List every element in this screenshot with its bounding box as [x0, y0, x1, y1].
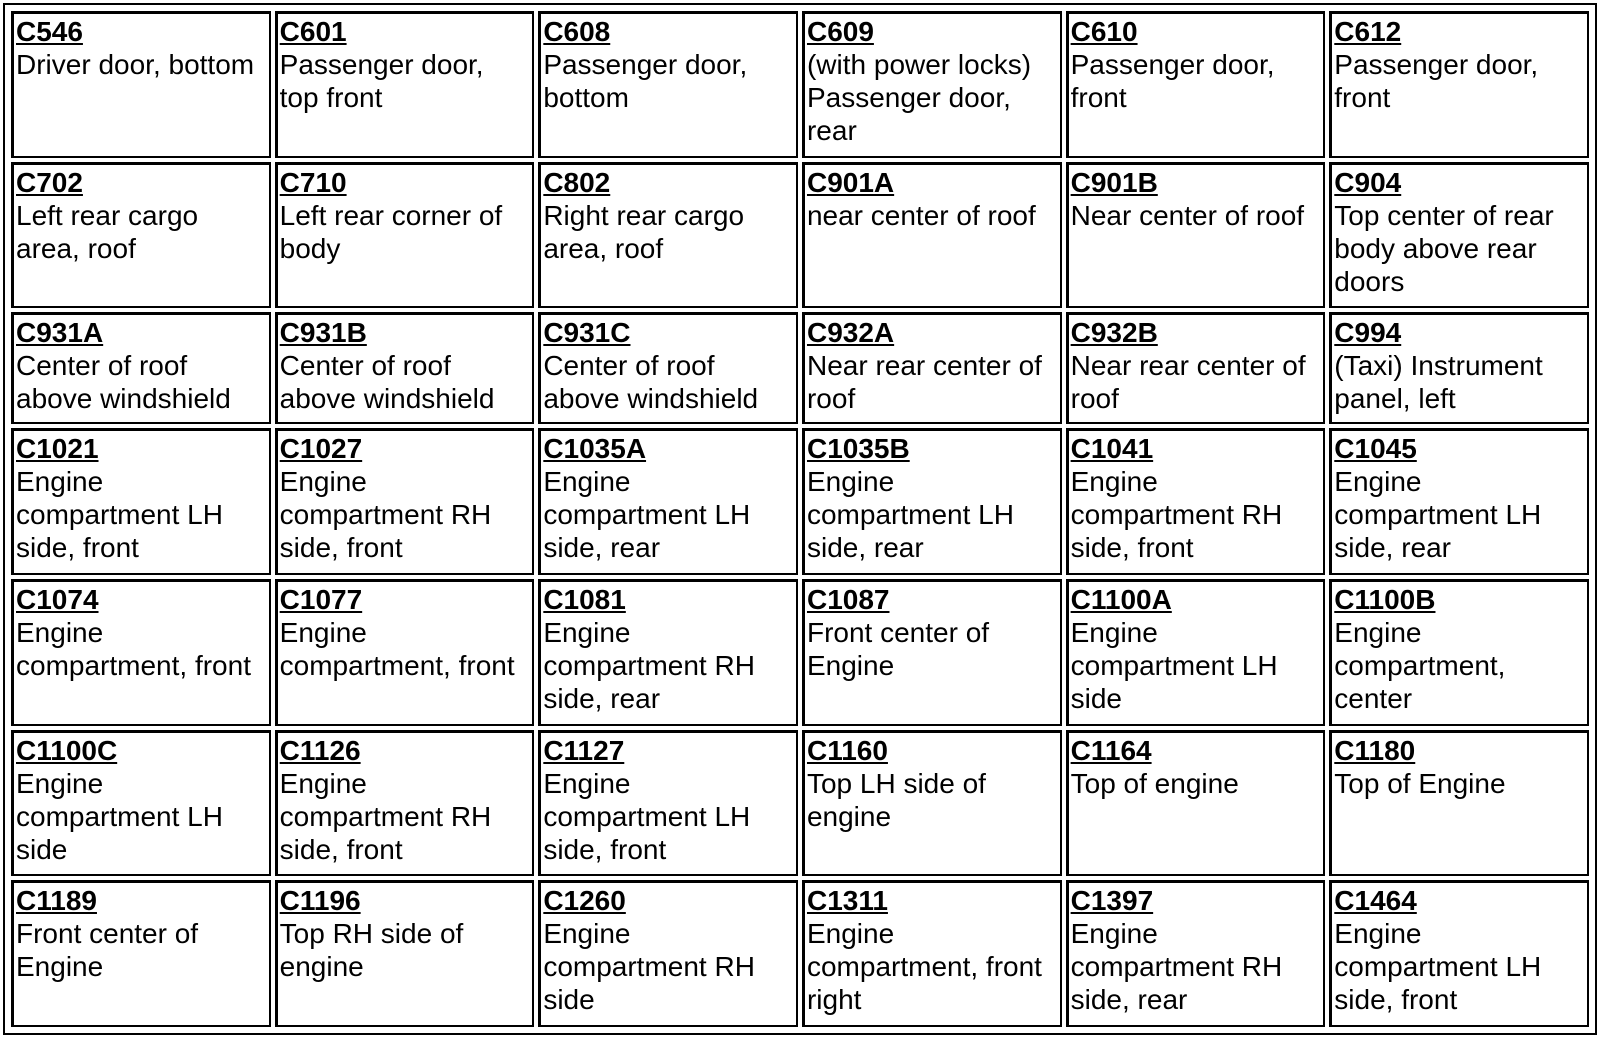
connector-location-text: Engine compartment LH side, front [16, 466, 223, 564]
table-row [11, 579, 1589, 726]
connector-code-link[interactable]: C601 [279, 16, 347, 47]
connector-cell [1066, 428, 1326, 575]
connector-location-text: Front center of Engine [16, 918, 199, 983]
connector-location-text: Engine compartment, front right [806, 918, 1042, 1016]
connector-code-link[interactable]: C994 [1334, 317, 1402, 349]
connector-cell [1329, 730, 1589, 877]
connector-location-text: Right rear cargo area, roof [543, 199, 745, 264]
connector-code-link[interactable]: C932A [806, 317, 895, 349]
connector-location-text: Center of roof above windshield [543, 350, 759, 415]
connector-cell [11, 162, 271, 309]
connector-cell [1329, 428, 1589, 575]
connector-location-text: Passenger door, front [1334, 49, 1539, 113]
connector-code-link[interactable]: C710 [279, 166, 347, 198]
connector-cell [1066, 579, 1326, 726]
connector-table-body [11, 11, 1589, 1027]
connector-cell [538, 312, 798, 424]
connector-cell [802, 162, 1062, 309]
connector-location-text: near center of roof [806, 199, 1036, 231]
connector-location-text: Engine compartment RH side, rear [543, 616, 755, 714]
connector-cell [11, 579, 271, 726]
connector-code-link[interactable]: C1081 [543, 583, 626, 615]
connector-cell [538, 880, 798, 1027]
connector-cell [1066, 730, 1326, 877]
connector-code-link[interactable]: C1464 [1334, 885, 1417, 917]
connector-code-link[interactable]: C610 [1070, 16, 1138, 47]
connector-location-text: Engine compartment RH side [543, 918, 755, 1016]
connector-cell [1066, 880, 1326, 1027]
connector-location-text: Engine compartment LH side, front [543, 767, 751, 865]
connector-location-text: Engine compartment LH side [1070, 616, 1278, 714]
connector-code-link[interactable]: C931B [279, 317, 367, 349]
connector-cell [802, 312, 1062, 424]
connector-location-text: Engine compartment, center [1334, 616, 1506, 714]
connector-cell [538, 11, 798, 158]
connector-location-text: Engine compartment RH side, rear [1070, 918, 1283, 1016]
connector-cell [538, 428, 798, 575]
connector-code-link[interactable]: C1196 [279, 885, 361, 917]
connector-cell [275, 428, 535, 575]
table-row [11, 730, 1589, 877]
table-row [11, 11, 1589, 158]
connector-code-link[interactable]: C1311 [806, 885, 888, 917]
connector-code-link[interactable]: C1087 [806, 583, 890, 615]
connector-location-text: Left rear cargo area, roof [16, 199, 199, 264]
connector-location-text: Top RH side of engine [279, 918, 464, 983]
connector-cell [11, 880, 271, 1027]
connector-code-link[interactable]: C1035B [806, 433, 910, 465]
connector-cell [11, 730, 271, 877]
connector-code-link[interactable]: C1180 [1334, 734, 1416, 766]
connector-cell [11, 312, 271, 424]
connector-cell [275, 579, 535, 726]
connector-cell [802, 730, 1062, 877]
connector-code-link[interactable]: C1127 [543, 734, 625, 766]
connector-cell [1329, 579, 1589, 726]
connector-location-text: Top center of rear body above rear doors [1334, 199, 1554, 297]
connector-location-text: Near rear center of roof [806, 350, 1042, 415]
table-row [11, 880, 1589, 1027]
connector-location-text: Engine compartment RH side, front [279, 767, 492, 865]
connector-location-text: Passenger door, bottom [543, 49, 748, 113]
connector-cell [802, 579, 1062, 726]
connector-code-link[interactable]: C901A [806, 166, 895, 198]
connector-location-text: Center of roof above windshield [16, 350, 231, 415]
connector-location-text: Left rear corner of body [279, 199, 503, 264]
connector-code-link[interactable]: C1189 [16, 885, 97, 917]
connector-code-link[interactable]: C1100A [1070, 583, 1172, 615]
connector-table-frame [3, 3, 1597, 1035]
connector-cell [538, 162, 798, 309]
connector-code-link[interactable]: C932B [1070, 317, 1158, 349]
connector-cell [802, 880, 1062, 1027]
connector-code-link[interactable]: C608 [543, 16, 611, 47]
connector-cell [275, 11, 535, 158]
connector-cell [538, 579, 798, 726]
connector-code-link[interactable]: C612 [1334, 16, 1402, 47]
connector-location-text: (with power locks) Passenger door, rear [806, 49, 1032, 146]
connector-code-link[interactable]: C931A [16, 317, 104, 349]
connector-cell [1329, 162, 1589, 309]
connector-cell [1329, 11, 1589, 158]
connector-code-link[interactable]: C1164 [1070, 734, 1152, 766]
connector-location-text: Engine compartment LH side, rear [1334, 466, 1542, 564]
connector-location-text: Top LH side of engine [806, 767, 986, 832]
connector-code-link[interactable]: C1035A [543, 433, 647, 465]
connector-code-link[interactable]: C1260 [543, 885, 626, 917]
connector-location-text: Engine compartment LH side, rear [806, 466, 1014, 564]
connector-location-text: Engine compartment, front [279, 616, 515, 681]
connector-location-text: Top of engine [1070, 767, 1239, 799]
connector-location-text: Engine compartment, front [16, 616, 251, 681]
connector-location-text: Center of roof above windshield [279, 350, 495, 415]
table-row [11, 162, 1589, 309]
table-row [11, 312, 1589, 424]
connector-code-link[interactable]: C904 [1334, 166, 1402, 198]
connector-code-link[interactable]: C1021 [16, 433, 99, 465]
connector-cell [11, 428, 271, 575]
connector-cell [275, 162, 535, 309]
connector-code-link[interactable]: C702 [16, 166, 83, 198]
connector-code-link[interactable]: C1397 [1070, 885, 1154, 917]
connector-cell [1066, 11, 1326, 158]
connector-cell [275, 880, 535, 1027]
connector-cell [11, 11, 271, 158]
connector-location-text: Engine compartment LH side, rear [543, 466, 751, 564]
connector-code-link[interactable]: C1100C [16, 734, 118, 766]
connector-location-text: Passenger door, front [1070, 49, 1275, 113]
connector-cell [275, 730, 535, 877]
connector-code-link[interactable]: C1077 [279, 583, 363, 615]
connector-code-link[interactable]: C1027 [279, 433, 363, 465]
connector-location-text: Front center of Engine [806, 616, 990, 681]
connector-location-text: Near rear center of roof [1070, 350, 1306, 415]
connector-cell [1329, 880, 1589, 1027]
connector-code-link[interactable]: C802 [543, 166, 611, 198]
connector-location-text: Engine compartment LH side, front [1334, 918, 1542, 1016]
connector-code-link[interactable]: C1045 [1334, 433, 1417, 465]
connector-cell [802, 428, 1062, 575]
connector-location-text: Engine compartment RH side, front [279, 466, 492, 564]
connector-code-link[interactable]: C546 [16, 16, 83, 47]
connector-cell [802, 11, 1062, 158]
connector-cell [275, 312, 535, 424]
connector-code-link[interactable]: C1160 [806, 734, 888, 766]
connector-location-text: Engine compartment RH side, front [1070, 466, 1283, 564]
connector-cell [1066, 162, 1326, 309]
connector-location-text: Top of Engine [1334, 767, 1506, 799]
connector-code-link[interactable]: C1074 [16, 583, 99, 615]
connector-code-link[interactable]: C901B [1070, 166, 1158, 198]
connector-cell [538, 730, 798, 877]
connector-code-link[interactable]: C931C [543, 317, 631, 349]
connector-cell [1066, 312, 1326, 424]
connector-location-text: Engine compartment LH side [16, 767, 223, 865]
connector-code-link[interactable]: C1041 [1070, 433, 1154, 465]
table-row [11, 428, 1589, 575]
connector-location-table [7, 7, 1593, 1031]
connector-code-link[interactable]: C1126 [279, 734, 361, 766]
connector-location-text: Near center of roof [1070, 199, 1305, 231]
connector-location-text: (Taxi) Instrument panel, left [1334, 350, 1543, 415]
connector-location-text: Passenger door, top front [279, 49, 484, 113]
connector-cell [1329, 312, 1589, 424]
connector-code-link[interactable]: C609 [806, 16, 874, 47]
connector-location-text: Driver door, bottom [16, 49, 255, 80]
connector-code-link[interactable]: C1100B [1334, 583, 1436, 615]
